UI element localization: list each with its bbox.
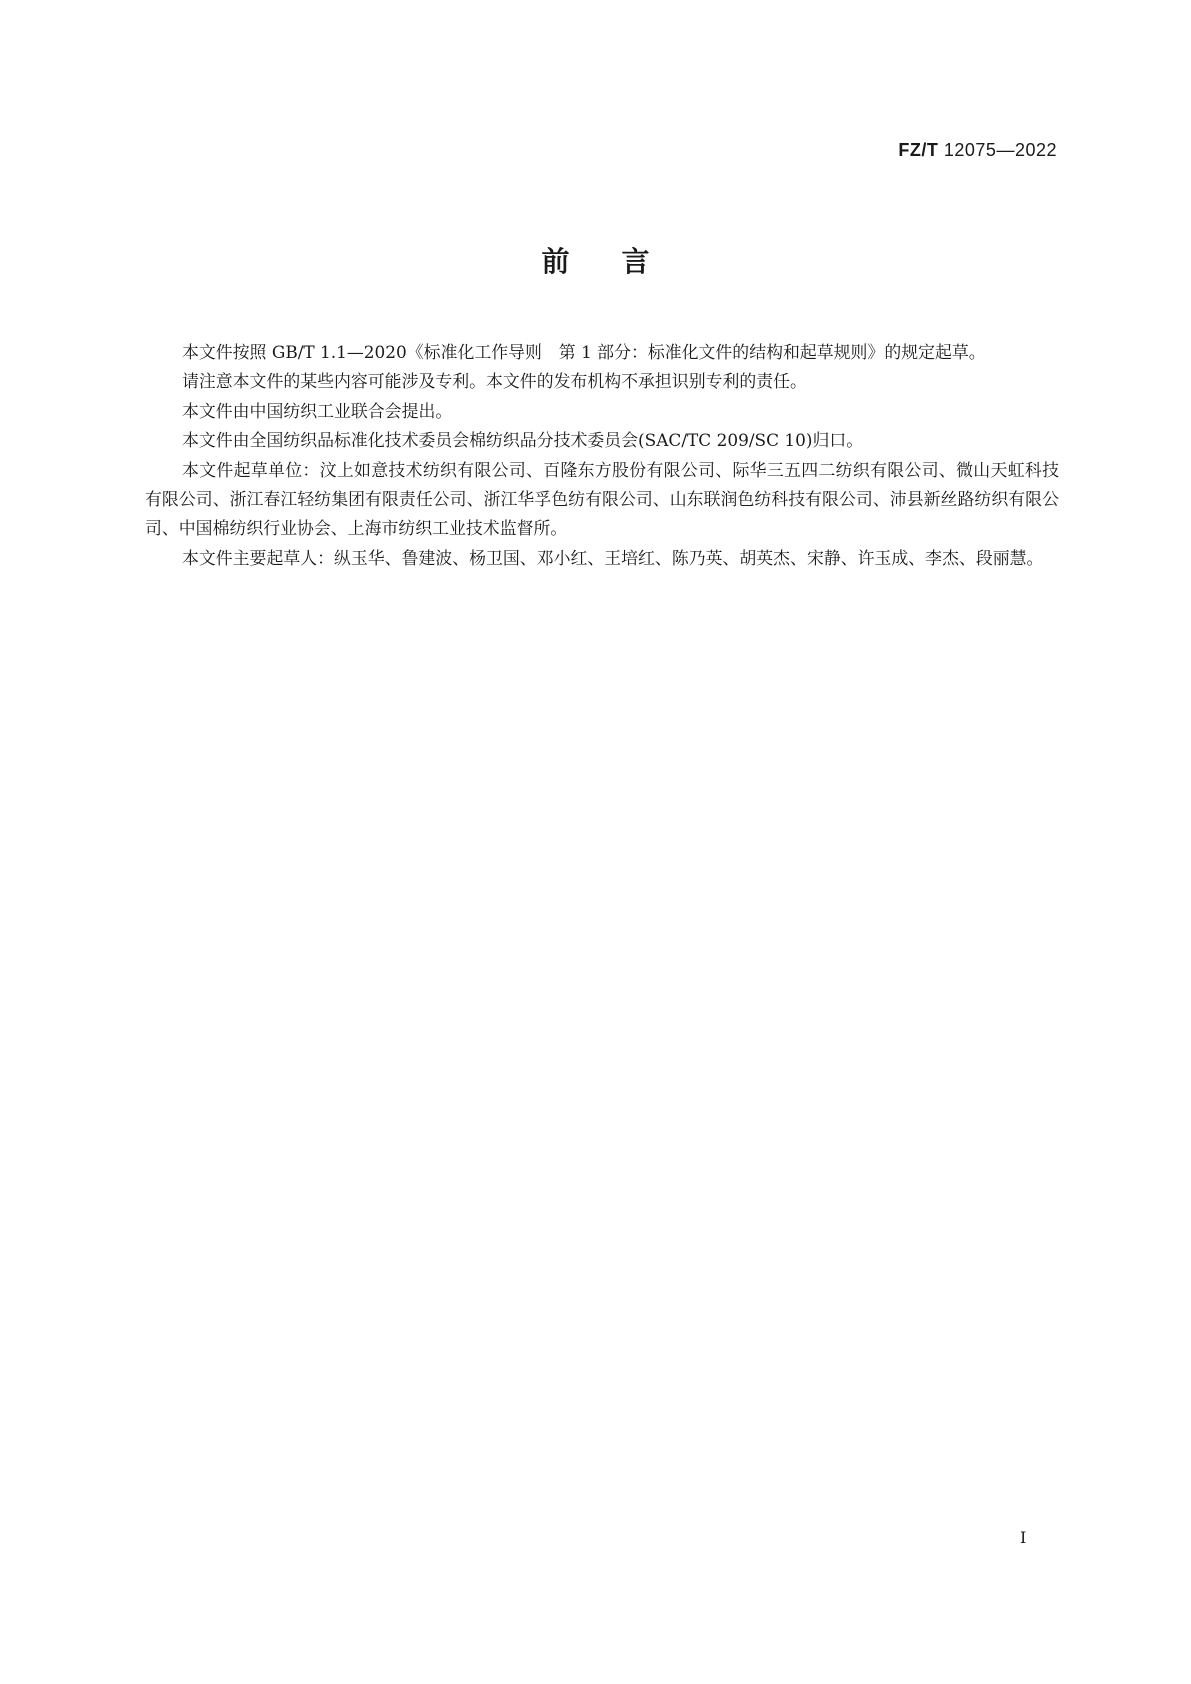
paragraph-patent-notice: 请注意本文件的某些内容可能涉及专利。本文件的发布机构不承担识别专利的责任。 [182,371,807,392]
page-title: 前言 [541,245,702,278]
document-code-number: 12075—2022 [943,140,1057,160]
paragraph-drafting-rules: 本文件按照 GB/T 1.1—2020《标准化工作导则 第 1 部分：标准化文件的结构和起草规则》的规定起草。 [182,342,986,362]
paragraph-proposer: 本文件由中国纺织工业联合会提出。 [182,400,453,421]
document-code-prefix: FZ/T [898,140,939,160]
paragraph-drafters: 本文件主要起草人：纵玉华、鲁建波、杨卫国、邓小红、王培红、陈乃英、胡英杰、宋静、许玉成、李杰、段丽慧。 [182,547,1044,568]
page-number: I [1020,1528,1027,1547]
paragraph-committee: 本文件由全国纺织品标准化技术委员会棉纺织品分技术委员会(SAC/TC 209/SC 10)归口。 [182,430,864,451]
foreword-body [145,338,1059,573]
document-code [898,140,1057,161]
paragraph-drafting-units: 本文件起草单位：汶上如意技术纺织有限公司、百隆东方股份有限公司、际华三五四二纺织有限公司、微山天虹科技有限公司、浙江春江轻纺集团有限责任公司、浙江华孚色纺有限公司、山东联润色纺科技有限公司、沛县新丝路纺织有限公司、中国棉纺织行业协会、上海市纺织工业技术监督所。 [145,459,1059,539]
